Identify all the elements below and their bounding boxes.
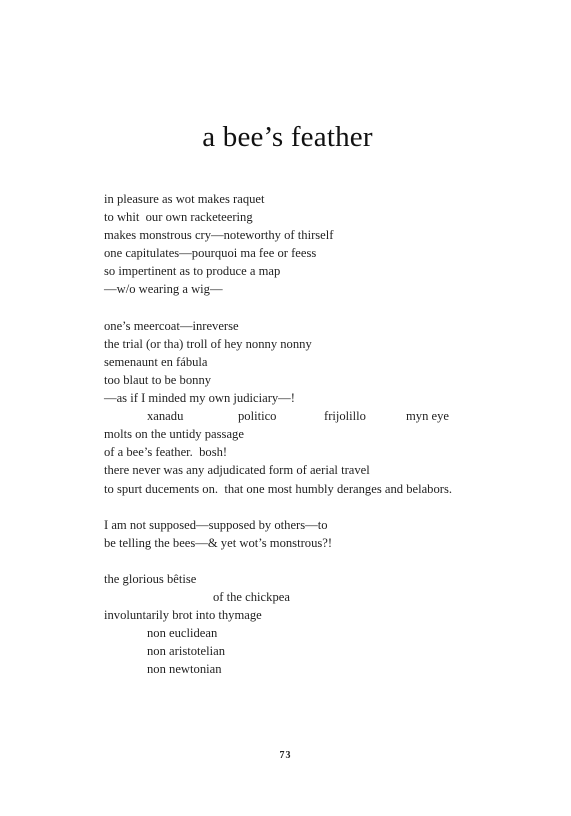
poem-line: makes monstrous cry—noteworthy of thirself [104, 228, 334, 243]
poem-line: one capitulates—pourquoi ma fee or feess [104, 246, 317, 261]
poem-line: to spurt ducements on. that one most humbly deranges and belabors. [104, 481, 453, 496]
stanza-break [104, 552, 564, 570]
page-number: 73 [279, 750, 292, 761]
poem-line-indented: non newtonian [147, 662, 222, 677]
poem-body [104, 190, 564, 679]
poem-line: be telling the bees—& yet wot’s monstrous?! [104, 535, 333, 550]
poem-line: in pleasure as wot makes raquet [104, 192, 265, 206]
poem-title: a bee’s feather [202, 121, 373, 153]
poem-line: the trial (or tha) troll of hey nonny nonny [104, 336, 312, 351]
poem-line: molts on the untidy passage [104, 427, 244, 442]
poem-line: I am not supposed—supposed by others—to [104, 517, 328, 532]
poem-line: —w/o wearing a wig— [104, 282, 223, 297]
poem-line: to whit our own racketeering [104, 210, 253, 225]
poem-line: —as if I minded my own judiciary—! [104, 391, 295, 406]
stanza-break [104, 498, 564, 516]
spaced-word: xanadu [147, 409, 184, 424]
poem-line: semenaunt en fábula [104, 354, 208, 369]
poem-line: involuntarily brot into thymage [104, 608, 262, 623]
poem-line-indented: non euclidean [147, 626, 218, 641]
poem-line: the glorious bêtise [104, 571, 197, 586]
spaced-word: myn eye [406, 409, 450, 424]
poem-line-indented: non aristotelian [147, 644, 225, 659]
stanza-break [104, 299, 564, 317]
poem-line: one’s meercoat—inreverse [104, 318, 239, 333]
poem-line: so impertinent as to produce a map [104, 264, 281, 279]
poem-line: of a bee’s feather. bosh! [104, 445, 228, 460]
spaced-word: frijolillo [324, 409, 366, 424]
poem-line-indented: of the chickpea [213, 590, 290, 605]
poem-line: too blaut to be bonny [104, 372, 212, 387]
spaced-word-line [104, 407, 564, 425]
poem-line: there never was any adjudicated form of aerial travel [104, 463, 370, 478]
spaced-word: politico [238, 409, 277, 424]
